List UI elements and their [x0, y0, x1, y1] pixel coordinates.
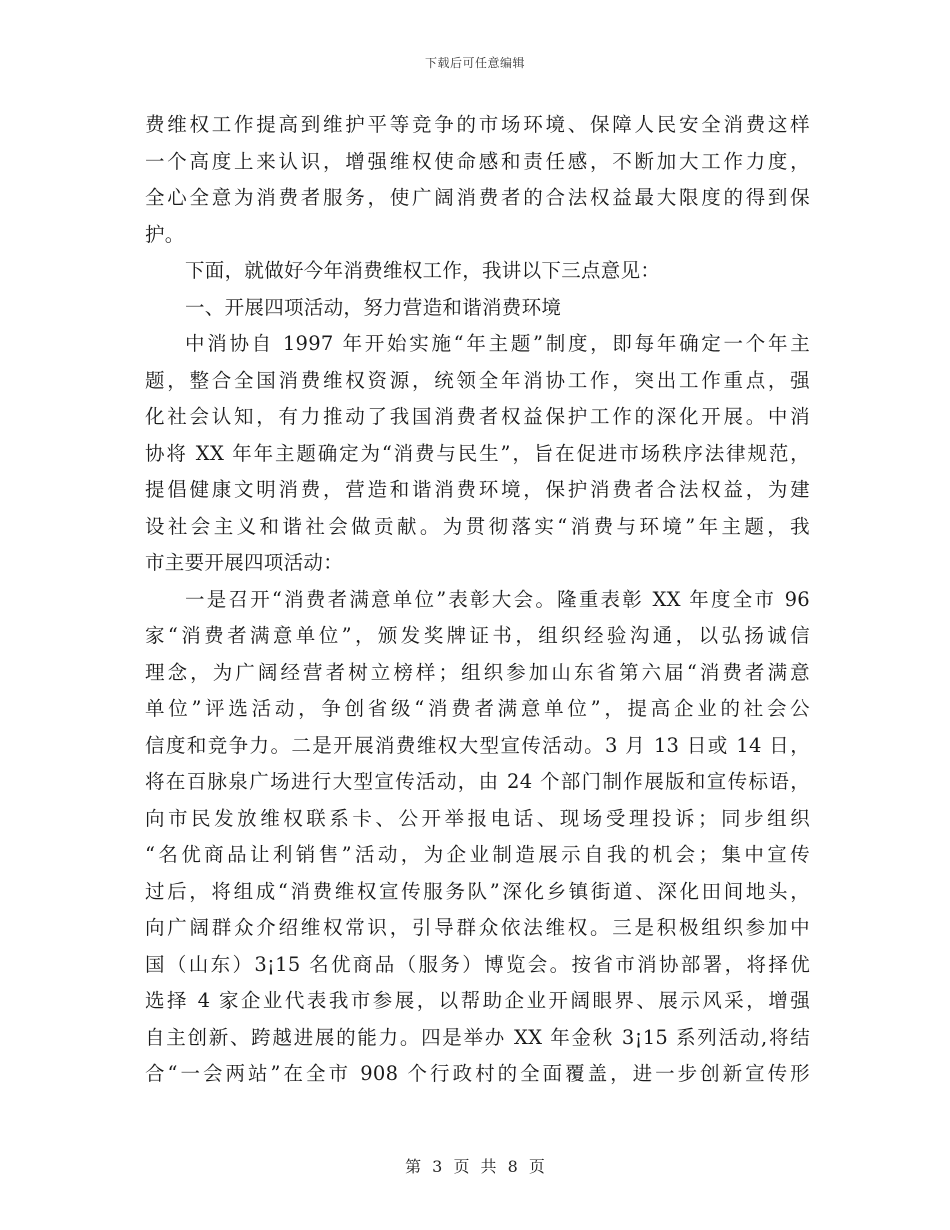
text-line: 向广阔群众介绍维权常识，引导群众依法维权。三是积极组织参加中: [145, 916, 810, 939]
text-line: 费维权工作提高到维护平等竞争的市场环境、保障人民安全消费这样: [145, 113, 810, 136]
text-line: 全心全意为消费者服务，使广阔消费者的合法权益最大限度的得到保: [145, 186, 810, 209]
text-line: “名优商品让利销售”活动，为企业制造展示自我的机会；集中宣传: [145, 843, 810, 866]
page-header-note: 下载后可任意编辑: [424, 56, 525, 70]
text-line: 护。: [145, 222, 185, 246]
text-line: 向市民发放维权联系卡、公开举报电话、现场受理投诉；同步组织: [145, 806, 810, 830]
text-line: 选择 4 家企业代表我市参展，以帮助企业开阔眼界、展示风采，增强: [145, 989, 810, 1012]
text-line: 协将 XX 年年主题确定为“消费与民生”，旨在促进市场秩序法律规范，: [145, 441, 810, 465]
text-line: 中消协自 1997 年开始实施“年主题”制度，即每年确定一个年主: [185, 332, 810, 355]
text-line: 设社会主义和谐社会做贡献。为贯彻落实“消费与环境”年主题，我: [145, 514, 810, 538]
text-line: 题，整合全国消费维权资源，统领全年消协工作，突出工作重点，强: [145, 368, 810, 392]
text-line: 化社会认知，有力推动了我国消费者权益保护工作的深化开展。中消: [145, 405, 810, 428]
text-line: 家“消费者满意单位”，颁发奖牌证书，组织经验沟通，以弘扬诚信: [145, 624, 810, 647]
text-line: 国（山东）3¡15 名优商品（服务）博览会。按省市消协部署，将择优: [145, 952, 810, 976]
document-body: [145, 107, 810, 1093]
text-line: 单位”评选活动，争创省级“消费者满意单位”，提高企业的社会公: [145, 697, 810, 720]
text-line: 一是召开“消费者满意单位”表彰大会。隆重表彰 XX 年度全市 96: [185, 587, 810, 611]
section-heading: 一、开展四项活动，努力营造和谐消费环境: [185, 295, 562, 319]
text-line: 一个高度上来认识，增强维权使命感和责任感，不断加大工作力度，: [145, 149, 810, 173]
text-line: 市主要开展四项活动：: [145, 551, 344, 574]
text-line: 下面，就做好今年消费维权工作，我讲以下三点意见：: [185, 259, 661, 282]
text-line: 过后，将组成“消费维权宣传服务队”深化乡镇街道、深化田间地头，: [145, 879, 810, 903]
text-line: 将在百脉泉广场进行大型宣传活动，由 24 个部门制作展版和宣传标语，: [145, 770, 810, 793]
page-number: 第 3 页 共 8 页: [405, 1157, 545, 1176]
text-line: 合“一会两站”在全市 908 个行政村的全面覆盖，进一步创新宣传形: [145, 1062, 810, 1085]
text-line: 理念，为广阔经营者树立榜样；组织参加山东省第六届“消费者满意: [145, 660, 810, 684]
text-line: 自主创新、跨越进展的能力。四是举办 XX 年金秋 3¡15 系列活动,将结: [145, 1025, 810, 1049]
text-line: 信度和竞争力。二是开展消费维权大型宣传活动。3 月 13 日或 14 日，: [145, 733, 810, 757]
text-line: 提倡健康文明消费，营造和谐消费环境，保护消费者合法权益，为建: [145, 478, 810, 501]
